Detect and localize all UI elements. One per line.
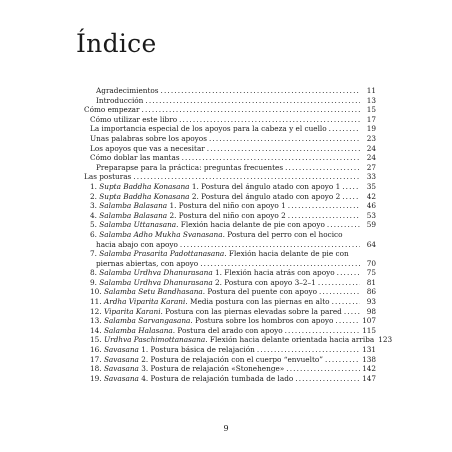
page-number: 9 xyxy=(223,424,229,433)
toc-entry-label xyxy=(84,163,283,173)
toc-entry-page: 24 xyxy=(366,153,376,163)
toc-entry-sanskrit-name: Savasana xyxy=(103,354,139,364)
toc-entry-text: La importancia especial de los apoyos para la cabeza y el cuello xyxy=(90,124,327,134)
toc-entry xyxy=(84,345,376,355)
toc-leader-dots xyxy=(133,172,360,182)
toc-entry-text: hacia abajo con apoyo xyxy=(96,239,178,249)
toc-entry-page: 107 xyxy=(362,316,376,326)
toc-entry-page: 53 xyxy=(366,210,376,220)
toc-entry-page: 23 xyxy=(366,133,376,143)
toc-entry xyxy=(84,220,376,230)
toc-leader-dots xyxy=(342,192,360,202)
toc-entry-sanskrit-name: Salamba Halasana xyxy=(103,325,173,335)
toc-entry-number: 4. xyxy=(90,210,100,220)
toc-entry-number: 13. xyxy=(90,316,104,326)
toc-entry-page: 131 xyxy=(362,345,376,355)
toc-entry-page: 115 xyxy=(362,325,376,335)
toc-entry-label xyxy=(84,374,293,384)
toc-entry-sanskrit-name: Salamba Balasana xyxy=(99,201,168,211)
toc-entry-page: 15 xyxy=(366,105,376,115)
toc-entry-page: 35 xyxy=(366,181,376,191)
toc-entry xyxy=(84,268,376,278)
toc-entry-number: 18. xyxy=(90,364,104,374)
toc-entry-number: 19. xyxy=(90,373,104,383)
toc-leader-dots xyxy=(200,259,360,269)
toc-entry-label xyxy=(84,134,207,144)
toc-entry-page: 86 xyxy=(366,287,376,297)
toc-entry-label xyxy=(84,192,340,202)
toc-leader-dots xyxy=(180,240,360,250)
toc-entry xyxy=(84,364,376,374)
toc-entry xyxy=(84,230,376,240)
toc-entry-sanskrit-name: Salamba Adho Mukha Svanasana xyxy=(99,229,223,239)
toc-entry-number: 14. xyxy=(90,325,104,335)
toc-entry xyxy=(84,278,376,288)
toc-entry-text: Preparapse para la práctica: preguntas frecuentes xyxy=(96,162,284,172)
toc-entry-label xyxy=(84,259,198,269)
toc-entry-page: 98 xyxy=(366,306,376,316)
toc-entry xyxy=(84,335,393,345)
toc-entry-sanskrit-name: Savasana xyxy=(103,364,139,374)
toc-entry-text: . Postura del puente con apoyo xyxy=(202,287,317,297)
toc-entry-sanskrit-name: Savasana xyxy=(103,373,139,383)
toc-entry xyxy=(84,172,376,182)
toc-entry-number: 15. xyxy=(90,335,104,345)
toc-entry-label xyxy=(84,96,143,106)
toc-entry-label xyxy=(84,115,177,125)
toc-entry-page: 138 xyxy=(362,354,376,364)
toc-entry-page: 93 xyxy=(366,297,376,307)
toc-entry-text: 2. Postura del niño con apoyo 2 xyxy=(167,210,286,220)
toc-entry-label xyxy=(84,326,283,336)
toc-entry-text: Cómo utilizar este libro xyxy=(90,114,178,124)
toc-entry-text: 1. Flexión hacia atrás con apoyo xyxy=(212,268,335,278)
toc-entry-number: 6. xyxy=(90,229,100,239)
toc-entry-label xyxy=(84,287,317,297)
toc-entry-page: 11 xyxy=(366,86,376,95)
toc-entry-sanskrit-name: Salamba Uttanasana xyxy=(99,220,177,230)
toc-entry-label xyxy=(84,86,159,96)
toc-leader-dots xyxy=(182,153,360,163)
toc-entry-text: . Flexión hacia delante de pie con apoyo xyxy=(176,220,325,230)
toc-entry-text: Las posturas xyxy=(84,172,132,182)
toc-entry-number: 11. xyxy=(90,297,104,307)
toc-entry-text: 4. Postura de relajación tumbada de lado xyxy=(138,373,294,383)
toc-entry xyxy=(84,153,376,163)
toc-entry-label xyxy=(84,249,349,259)
toc-leader-dots xyxy=(209,134,360,144)
toc-entry xyxy=(84,163,376,173)
toc-entry-label xyxy=(84,105,140,115)
toc-entry-page: 81 xyxy=(366,277,376,287)
toc-leader-dots xyxy=(335,316,360,326)
toc-entry-page: 59 xyxy=(366,220,376,230)
toc-entry-label xyxy=(84,364,284,374)
toc-leader-dots xyxy=(179,115,360,125)
toc-entry-text: Introducción xyxy=(96,95,144,105)
toc-entry-label xyxy=(84,335,374,345)
toc-entry-sanskrit-name: Salamba Balasana xyxy=(99,210,168,220)
toc-entry-label xyxy=(84,240,178,250)
toc-leader-dots xyxy=(332,297,360,307)
toc-entry-text: . Flexión hacia delante de pie con xyxy=(224,249,349,259)
toc-leader-dots xyxy=(285,163,360,173)
toc-entry xyxy=(84,307,376,317)
toc-entry-page: 70 xyxy=(366,258,376,268)
toc-entry-sanskrit-name: Salamba Setu Bandhasana xyxy=(103,287,203,297)
toc-entry xyxy=(84,124,376,134)
toc-entry-number: 1. xyxy=(90,181,100,191)
toc-leader-dots xyxy=(207,144,360,154)
toc-entry xyxy=(84,182,376,192)
toc-entry-text: . Postura del perro con el hocico xyxy=(222,229,343,239)
toc-entry-number: 5. xyxy=(90,220,100,230)
toc-entry-sanskrit-name: Urdhva Paschimottanasana xyxy=(103,335,206,345)
toc-leader-dots xyxy=(342,182,360,192)
toc-leader-dots xyxy=(257,345,360,355)
toc-entry-text: 1. Postura del ángulo atado con apoyo 1 xyxy=(189,181,341,191)
toc-entry-number: 7. xyxy=(90,249,100,259)
toc-entry-sanskrit-name: Salamba Prasarita Padottanasana xyxy=(99,249,225,259)
toc-entry-number: 2. xyxy=(90,191,100,201)
toc-leader-dots xyxy=(295,374,360,384)
toc-leader-dots xyxy=(288,201,360,211)
toc-entry-label xyxy=(84,201,286,211)
toc-entry xyxy=(84,297,376,307)
toc-entry-text: 1. Postura del niño con apoyo 1 xyxy=(167,201,286,211)
toc-entry-label xyxy=(84,307,342,317)
toc-entry-text: 2. Postura del ángulo atado con apoyo 2 xyxy=(189,191,341,201)
toc-leader-dots xyxy=(329,124,360,134)
toc-entry xyxy=(84,374,376,384)
toc-entry-page: 142 xyxy=(362,364,376,374)
toc-entry-page: 147 xyxy=(362,373,376,383)
toc-entry-label xyxy=(84,124,327,134)
toc-entry-label xyxy=(84,220,325,230)
toc-entry-page: 24 xyxy=(366,143,376,153)
page-title: Índice xyxy=(76,28,157,58)
toc-entry-number: 16. xyxy=(90,345,104,355)
toc-entry-sanskrit-name: Ardha Viparita Karani xyxy=(103,297,186,307)
toc-entry xyxy=(84,287,376,297)
toc-entry xyxy=(84,192,376,202)
toc-leader-dots xyxy=(337,268,360,278)
toc-entry xyxy=(84,134,376,144)
toc-entry-text: Unas palabras sobre los apoyos xyxy=(90,133,207,143)
toc-entry-sanskrit-name: Salamba Sarvangasana xyxy=(103,316,191,326)
toc-entry-page: 19 xyxy=(366,124,376,134)
table-of-contents xyxy=(84,86,393,383)
toc-entry-label xyxy=(84,211,286,221)
toc-entry-page: 42 xyxy=(366,191,376,201)
toc-entry xyxy=(84,115,376,125)
toc-entry-label xyxy=(84,144,205,154)
toc-entry xyxy=(84,105,376,115)
toc-entry-text: . Flexión hacia delante orientada hacia arriba xyxy=(205,335,375,345)
toc-entry-label xyxy=(84,278,316,288)
toc-entry-page: 75 xyxy=(366,268,376,278)
toc-entry-number: 9. xyxy=(90,277,100,287)
toc-entry-text: 2. Postura con apoyo 3–2–1 xyxy=(212,277,316,287)
toc-entry xyxy=(84,249,376,259)
toc-entry-text: Cómo doblar las mantas xyxy=(90,153,180,163)
toc-entry-text: Los apoyos que vas a necesitar xyxy=(90,143,205,153)
toc-entry-page: 123 xyxy=(378,335,393,345)
toc-entry-sanskrit-name: Viparita Karani xyxy=(103,306,161,316)
toc-leader-dots xyxy=(318,278,360,288)
toc-entry-number: 12. xyxy=(90,306,104,316)
toc-entry-text: 1. Postura básica de relajación xyxy=(138,345,255,355)
toc-entry xyxy=(84,326,376,336)
toc-entry-sanskrit-name: Savasana xyxy=(103,345,139,355)
toc-entry-label xyxy=(84,268,335,278)
toc-entry-text: 3. Postura de relajación «Stonehenge» xyxy=(138,364,285,374)
toc-entry-text: Cómo empezar xyxy=(84,105,140,115)
toc-leader-dots xyxy=(325,355,360,365)
toc-entry-text: piernas abiertas, con apoyo xyxy=(96,258,199,268)
toc-entry-number: 3. xyxy=(90,201,100,211)
toc-entry-sanskrit-name: Salamba Urdhva Dhanurasana xyxy=(99,277,213,287)
toc-leader-dots xyxy=(142,105,360,115)
toc-entry-number: 17. xyxy=(90,354,104,364)
toc-entry-page: 64 xyxy=(366,239,376,249)
toc-entry-number: 10. xyxy=(90,287,104,297)
toc-leader-dots xyxy=(327,220,360,230)
toc-leader-dots xyxy=(161,86,360,96)
toc-entry xyxy=(84,316,376,326)
toc-entry xyxy=(84,211,376,221)
toc-leader-dots xyxy=(319,287,360,297)
toc-entry-page: 27 xyxy=(366,162,376,172)
toc-entry-text: . Postura sobre los hombros con apoyo xyxy=(190,316,334,326)
toc-leader-dots xyxy=(344,307,360,317)
toc-entry-number: 8. xyxy=(90,268,100,278)
toc-leader-dots xyxy=(286,364,360,374)
toc-leader-dots xyxy=(288,211,360,221)
toc-entry-page: 13 xyxy=(366,95,376,105)
toc-entry-label xyxy=(84,172,131,182)
toc-entry-label xyxy=(84,345,255,355)
toc-entry-text: . Postura con las piernas elevadas sobre la pared xyxy=(160,306,342,316)
toc-entry xyxy=(84,355,376,365)
toc-entry-sanskrit-name: Salamba Urdhva Dhanurasana xyxy=(99,268,213,278)
toc-entry-label xyxy=(84,355,323,365)
toc-entry-label xyxy=(84,182,340,192)
toc-entry-text: Agradecimientos xyxy=(96,86,159,95)
toc-leader-dots xyxy=(285,326,360,336)
toc-entry-text: 2. Postura de relajación con el cuerpo “envuelto” xyxy=(138,354,324,364)
toc-entry xyxy=(84,259,376,269)
toc-entry-page: 17 xyxy=(366,114,376,124)
toc-entry xyxy=(84,96,376,106)
toc-entry-sanskrit-name: Supta Baddha Konasana xyxy=(99,181,190,191)
toc-entry xyxy=(84,240,376,250)
toc-entry-label xyxy=(84,230,343,240)
toc-entry-page: 33 xyxy=(366,172,376,182)
toc-entry-label xyxy=(84,316,333,326)
toc-entry xyxy=(84,86,376,96)
toc-leader-dots xyxy=(145,96,360,106)
toc-entry-text: . Postura del arado con apoyo xyxy=(172,325,283,335)
toc-entry-sanskrit-name: Supta Baddha Konasana xyxy=(99,191,190,201)
toc-entry xyxy=(84,201,376,211)
toc-entry-page: 46 xyxy=(366,201,376,211)
toc-entry-text: . Media postura con las piernas en alto xyxy=(185,297,330,307)
toc-entry-label xyxy=(84,297,330,307)
toc-entry-label xyxy=(84,153,180,163)
toc-entry xyxy=(84,144,376,154)
